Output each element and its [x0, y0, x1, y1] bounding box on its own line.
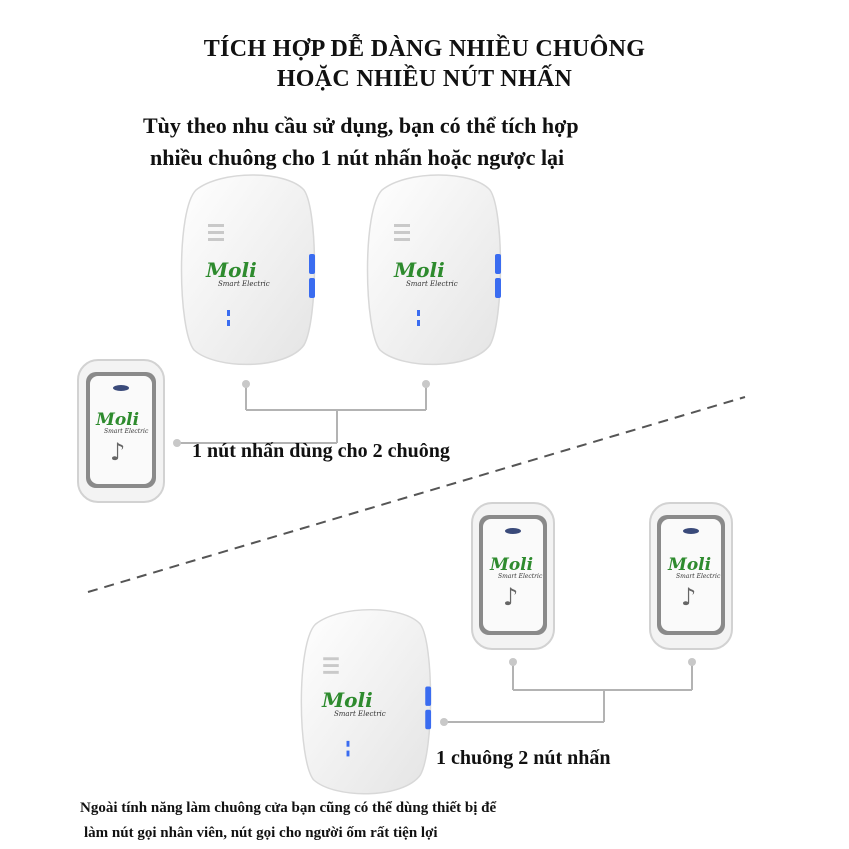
footer-line-2: làm nút gọi nhân viên, nút gọi cho người ốm rất tiện lợi: [84, 825, 438, 841]
brand-logo: Moli: [394, 258, 445, 282]
chime-receiver-3: [296, 604, 434, 800]
music-note-icon: ♪: [503, 583, 519, 611]
brand-tagline: Smart Electric: [218, 280, 270, 288]
music-note-icon: ♪: [110, 438, 126, 466]
scenario-bottom-label: 1 chuông 2 nút nhấn: [436, 747, 611, 769]
scenario-top-label: 1 nút nhấn dùng cho 2 chuông: [192, 440, 450, 462]
title-line-2: HOẶC NHIỀU NÚT NHẤN: [276, 66, 573, 92]
push-button-transmitter: [76, 358, 166, 504]
brand-logo: Moli: [668, 555, 712, 575]
brand-logo: Moli: [322, 688, 373, 712]
brand-tagline: Smart Electric: [406, 280, 458, 288]
brand-logo: Moli: [206, 258, 257, 282]
push-button-transmitter-b: [648, 501, 734, 651]
music-note-icon: ♪: [681, 583, 697, 611]
subtitle-line-2: nhiều chuông cho 1 nút nhấn hoặc ngược lại: [150, 145, 565, 170]
brand-tagline: Smart Electric: [104, 428, 149, 435]
brand-tagline: Smart Electric: [334, 710, 386, 718]
title-line-1: TÍCH HỢP DỄ DÀNG NHIỀU CHUÔNG: [203, 36, 646, 62]
subtitle-line-1: Tùy theo nhu cầu sử dụng, bạn có thể tích hợp: [143, 113, 579, 138]
brand-logo: Moli: [96, 410, 140, 430]
brand-tagline: Smart Electric: [676, 573, 721, 580]
footer-line-1: Ngoài tính năng làm chuông cửa bạn cũng có thể dùng thiết bị để: [80, 800, 497, 816]
chime-receiver-2: [362, 170, 504, 370]
brand-logo: Moli: [490, 555, 534, 575]
brand-tagline: Smart Electric: [498, 573, 543, 580]
chime-receiver-1: [176, 170, 318, 370]
push-button-transmitter-a: [470, 501, 556, 651]
